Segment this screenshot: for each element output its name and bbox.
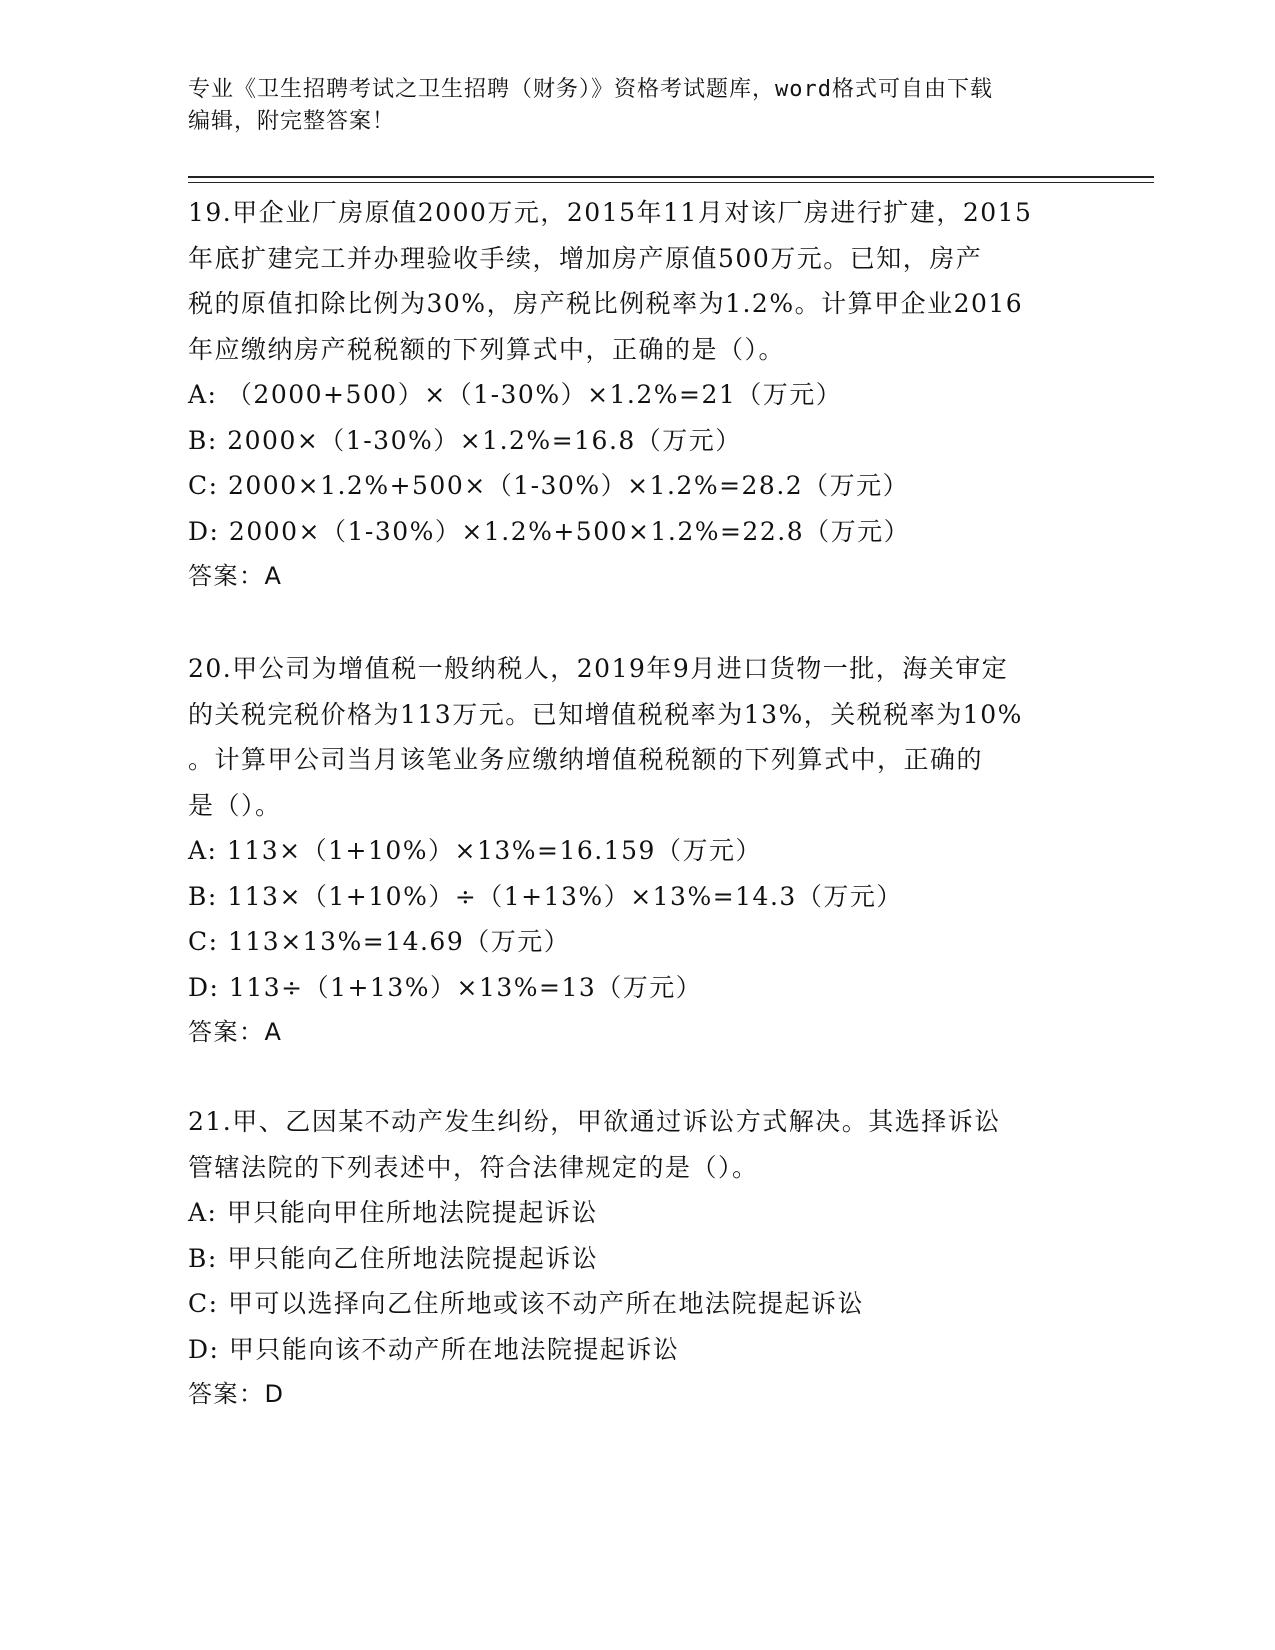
question-19 — [188, 190, 1088, 600]
header-divider-thin — [188, 182, 1154, 183]
question-stem-line: 管辖法院的下列表述中，符合法律规定的是（）。 — [188, 1152, 759, 1182]
answer-line: 答案：A — [188, 1018, 283, 1046]
option-c: C: 甲可以选择向乙住所地或该不动产所在地法院提起诉讼 — [188, 1289, 865, 1318]
document-header — [188, 74, 1088, 138]
option-b: B: 甲只能向乙住所地法院提起诉讼 — [188, 1243, 599, 1273]
question-stem-line: 。计算甲公司当月该笔业务应缴纳增值税税额的下列算式中，正确的 — [188, 745, 984, 774]
question-stem-line: 的关税完税价格为113万元。已知增值税税率为13%，关税税率为10% — [188, 699, 1023, 729]
question-stem-line: 19.甲企业厂房原值2000万元，2015年11月对该厂房进行扩建，2015 — [188, 198, 1033, 227]
question-stem-line: 税的原值扣除比例为30%，房产税比例税率为1.2%。计算甲企业2016 — [188, 289, 1024, 318]
header-line: 专业《卫生招聘考试之卫生招聘（财务）》资格考试题库，word格式可自由下载 — [188, 77, 993, 102]
question-20 — [188, 646, 1088, 1056]
option-c: C: 113×13%=14.69（万元） — [188, 927, 571, 956]
answer-line: 答案：D — [188, 1380, 285, 1408]
option-c: C: 2000×1.2%+500×（1-30%）×1.2%=28.2（万元） — [188, 471, 910, 500]
question-stem-line: 是（）。 — [188, 790, 282, 820]
option-a: A: 甲只能向甲住所地法院提起诉讼 — [188, 1198, 598, 1227]
option-b: B: 2000×（1-30%）×1.2%=16.8（万元） — [188, 425, 742, 455]
option-d: D: 2000×（1-30%）×1.2%+500×1.2%=22.8（万元） — [188, 516, 911, 546]
header-line: 编辑，附完整答案！ — [188, 109, 396, 134]
option-a: A: 113×（1+10%）×13%=16.159（万元） — [188, 836, 762, 865]
option-d: D: 113÷（1+13%）×13%=13（万元） — [188, 972, 703, 1002]
answer-line: 答案：A — [188, 562, 283, 590]
question-stem-line: 21.甲、乙因某不动产发生纠纷，甲欲通过诉讼方式解决。其选择诉讼 — [188, 1107, 1001, 1136]
option-a: A: （2000+500）×（1-30%）×1.2%=21（万元） — [188, 380, 843, 409]
option-b: B: 113×（1+10%）÷（1+13%）×13%=14.3（万元） — [188, 881, 903, 911]
question-stem-line: 20.甲公司为增值税一般纳税人，2019年9月进口货物一批，海关审定 — [188, 654, 1009, 683]
question-21 — [188, 1099, 1088, 1418]
option-d: D: 甲只能向该不动产所在地法院提起诉讼 — [188, 1334, 680, 1364]
question-stem-line: 年应缴纳房产税税额的下列算式中，正确的是（）。 — [188, 334, 786, 364]
question-stem-line: 年底扩建完工并办理验收手续，增加房产原值500万元。已知，房产 — [188, 243, 983, 273]
header-divider — [188, 176, 1154, 178]
